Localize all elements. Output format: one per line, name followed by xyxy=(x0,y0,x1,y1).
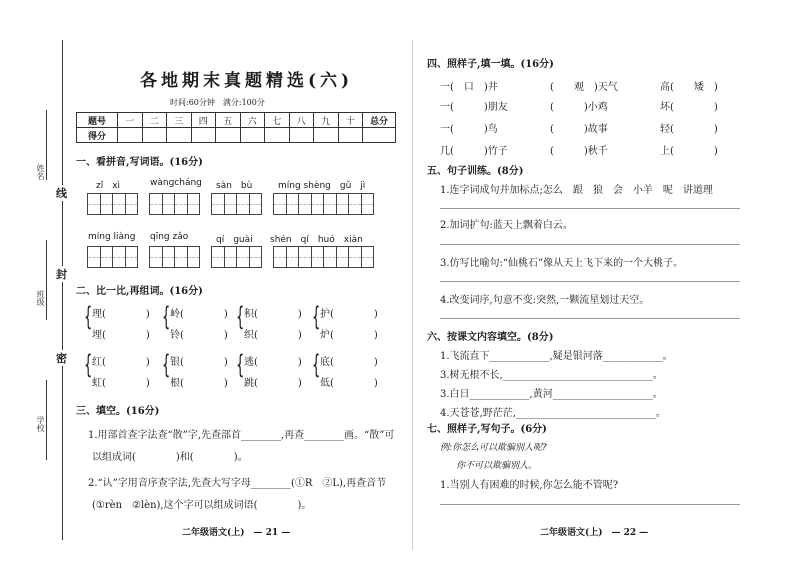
score-cell[interactable] xyxy=(338,128,363,143)
fill-item: 高( 矮 ) xyxy=(660,82,718,93)
brace-glyph: { xyxy=(236,302,245,332)
score-header-cell: 五 xyxy=(216,113,241,128)
fill-item: 坏( ) xyxy=(660,102,718,113)
school-line xyxy=(46,380,47,460)
question: 4.改变词序,句意不变:突然,一颗流星划过天空。 xyxy=(440,295,650,306)
score-header-cell: 四 xyxy=(191,113,216,128)
score-header-cell: 三 xyxy=(167,113,192,128)
score-header-cell: 十 xyxy=(338,113,363,128)
pinyin-label: qí guài xyxy=(216,235,253,245)
score-cell[interactable] xyxy=(191,128,216,143)
brace-glyph: { xyxy=(84,350,93,380)
score-cell[interactable] xyxy=(265,128,290,143)
writing-grid[interactable] xyxy=(274,246,374,268)
name-label: 姓名 xyxy=(36,164,45,180)
score-row-label: 得分 xyxy=(77,128,118,143)
section-3-heading: 三、填空。(16分) xyxy=(76,406,160,417)
compare-item: 织( ) xyxy=(244,330,302,341)
binding-line xyxy=(62,40,63,540)
question: 3.仿写比喻句:“仙桃石”像从天上飞下来的一个大桃子。 xyxy=(440,258,684,269)
section-7-heading: 七、照样子,写句子。(6分) xyxy=(427,424,547,435)
answer-line[interactable] xyxy=(440,318,740,319)
score-table xyxy=(76,112,396,143)
compare-item: 炉( ) xyxy=(320,330,378,341)
score-cell[interactable] xyxy=(216,128,241,143)
writing-grid[interactable] xyxy=(212,246,262,268)
compare-item: 理( ) xyxy=(92,309,150,320)
brace-glyph: { xyxy=(162,302,171,332)
compare-item: 银( ) xyxy=(170,357,228,368)
score-header-cell: 一 xyxy=(118,113,143,128)
fill-item: ( )小鸡 xyxy=(550,102,608,113)
fill-line: 1.飞流直下____________,疑是银河落____________。 xyxy=(440,351,673,362)
compare-item: 低( ) xyxy=(320,378,378,389)
answer-line[interactable] xyxy=(440,244,740,245)
compare-item: 铃( ) xyxy=(170,330,228,341)
fill-item: 上( ) xyxy=(660,146,718,157)
compare-item: 跳( ) xyxy=(244,378,302,389)
example-answer: 你不可以欺骗别人。 xyxy=(456,461,538,471)
fill-item: 几( )竹子 xyxy=(440,146,508,157)
fill-item: 一( )朋友 xyxy=(440,102,508,113)
fill-line: 以组成词( )和( )。 xyxy=(92,452,248,463)
pinyin-label: zǐ xì xyxy=(96,181,121,191)
compare-item: 底( ) xyxy=(320,357,378,368)
answer-line[interactable] xyxy=(440,281,740,282)
school-label: 学校 xyxy=(36,416,45,432)
example-sentence: 例:你怎么可以欺骗别人呢? xyxy=(440,443,547,453)
pinyin-label: wàngcháng xyxy=(150,178,202,188)
compare-item: 红( ) xyxy=(92,357,150,368)
pinyin-label: míng liàng xyxy=(88,232,136,242)
pinyin-label: míng shèng gǔ jì xyxy=(278,181,366,191)
compare-item: 护( ) xyxy=(320,309,378,320)
exam-meta: 时间:60分钟 满分:100分 xyxy=(170,98,265,107)
writing-grid[interactable] xyxy=(88,193,138,215)
fill-line: (①rèn ②lèn),这个字可以组成词语( )。 xyxy=(92,500,312,511)
fill-line: 3.白日____________,黄河____________________。 xyxy=(440,389,663,400)
score-cell[interactable] xyxy=(363,128,396,143)
score-header-cell: 七 xyxy=(265,113,290,128)
score-cell[interactable] xyxy=(240,128,265,143)
brace-glyph: { xyxy=(162,350,171,380)
fill-item: ( 观 )天气 xyxy=(550,82,618,93)
score-header-cell: 九 xyxy=(314,113,339,128)
brace-glyph: { xyxy=(84,302,93,332)
fill-line: 2.“认”字用音序查字法,先查大写字母________(①R ②L),再查音节 xyxy=(88,478,387,489)
page-divider xyxy=(412,40,413,550)
compare-item: 逃( ) xyxy=(244,357,302,368)
footer-page-right: 二年级语文(上) — 22 — xyxy=(540,528,649,538)
seal-secret-char: 密 xyxy=(56,352,67,365)
compare-item: 岭( ) xyxy=(170,309,228,320)
seal-line-char: 线 xyxy=(56,187,67,200)
seal-seal-char: 封 xyxy=(56,268,67,281)
class-line xyxy=(46,240,47,320)
writing-grid[interactable] xyxy=(150,246,200,268)
fill-item: 轻( ) xyxy=(660,124,718,135)
writing-grid[interactable] xyxy=(274,193,374,215)
score-header-cell: 八 xyxy=(289,113,314,128)
answer-line[interactable] xyxy=(440,504,740,505)
fill-item: ( )秋千 xyxy=(550,146,608,157)
writing-grid[interactable] xyxy=(88,246,138,268)
compare-item: 埋( ) xyxy=(92,330,150,341)
fill-line: 1.用部首查字法查“散”字,先查部首________,再查________画。“散”可 xyxy=(88,430,395,441)
pinyin-label: shén qí huó xiàn xyxy=(270,235,363,245)
score-cell[interactable] xyxy=(118,128,143,143)
brace-glyph: { xyxy=(236,350,245,380)
fill-item: 一( )鸟 xyxy=(440,124,498,135)
brace-glyph: { xyxy=(312,302,321,332)
score-header-cell: 六 xyxy=(240,113,265,128)
writing-grid[interactable] xyxy=(212,193,262,215)
fill-item: ( )故事 xyxy=(550,124,608,135)
brace-glyph: { xyxy=(312,350,321,380)
question: 1.当别人有困难的时候,你怎么能不管呢? xyxy=(440,480,619,491)
compare-item: 虹( ) xyxy=(92,378,150,389)
section-6-heading: 六、按课文内容填空。(8分) xyxy=(427,332,554,343)
section-1-heading: 一、看拼音,写词语。(16分) xyxy=(76,157,203,168)
score-header-cell: 二 xyxy=(142,113,167,128)
score-header-cell: 总分 xyxy=(363,113,396,128)
page-title: 各地期末真题精选(六) xyxy=(140,71,354,91)
section-5-heading: 五、句子训练。(8分) xyxy=(427,166,524,177)
name-line xyxy=(46,110,47,180)
question: 1.连字词成句并加标点;怎么 跟 狼 会 小羊 呢 讲道理 xyxy=(440,185,713,196)
footer-page-left: 二年级语文(上) — 21 — xyxy=(182,528,291,538)
pinyin-label: sàn bù xyxy=(216,181,253,191)
question: 2.加词扩句:蓝天上飘着白云。 xyxy=(440,220,573,231)
fill-line: 4.天苍苍,野茫茫,____________________________。 xyxy=(440,408,666,419)
pinyin-label: qīng zǎo xyxy=(150,232,189,242)
fill-line: 3.树无根不长,______________________________。 xyxy=(440,370,663,381)
section-2-heading: 二、比一比,再组词。(16分) xyxy=(76,286,203,297)
compare-item: 根( ) xyxy=(170,378,228,389)
writing-grid[interactable] xyxy=(150,193,200,215)
score-cell[interactable] xyxy=(167,128,192,143)
score-cell[interactable] xyxy=(142,128,167,143)
score-cell[interactable] xyxy=(314,128,339,143)
score-header-cell: 题号 xyxy=(77,113,118,128)
fill-item: 一( 口 )井 xyxy=(440,82,498,93)
section-4-heading: 四、照样子,填一填。(16分) xyxy=(427,59,554,70)
answer-line[interactable] xyxy=(440,208,740,209)
compare-item: 积( ) xyxy=(244,309,302,320)
class-label: 班级 xyxy=(36,290,45,306)
score-cell[interactable] xyxy=(289,128,314,143)
